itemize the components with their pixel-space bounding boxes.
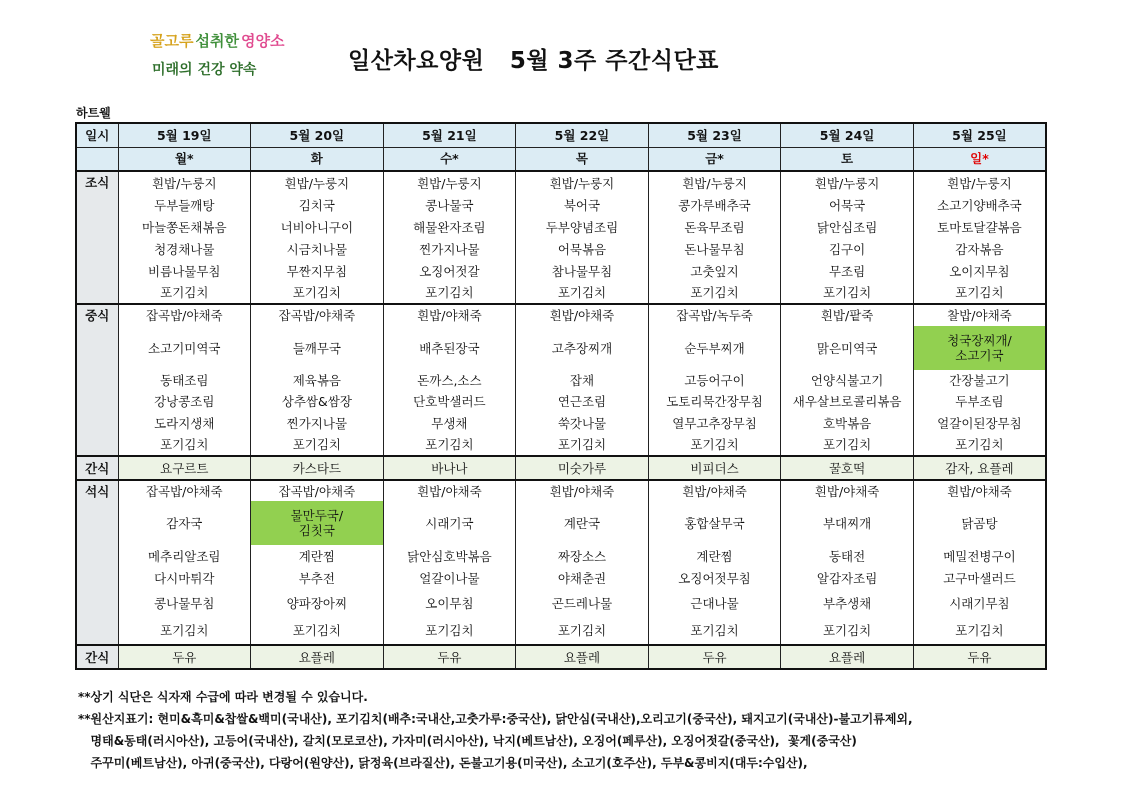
dinner-item: 홍합살무국 — [648, 501, 781, 545]
breakfast-item: 흰밥/누룽지 — [516, 171, 649, 194]
dinner-item: 포기김치 — [251, 617, 384, 645]
breakfast-item: 무조림 — [781, 260, 914, 282]
breakfast-item: 흰밥/누룽지 — [648, 171, 781, 194]
date-cell: 5월 21일 — [383, 123, 516, 147]
lunch-item: 잡채 — [516, 370, 649, 391]
breakfast-item: 포기김치 — [118, 282, 251, 304]
lunch-item: 포기김치 — [648, 434, 781, 456]
svg-text:미래의 건강 약속: 미래의 건강 약속 — [152, 62, 257, 78]
lunch-item: 포기김치 — [516, 434, 649, 456]
dinner-item: 부대찌개 — [781, 501, 914, 545]
snack-item: 두유 — [913, 645, 1046, 669]
snack-item: 바나나 — [383, 456, 516, 480]
lunch-item: 제육볶음 — [251, 370, 384, 391]
lunch-item: 잡곡밥/야채죽 — [251, 304, 384, 326]
lunch-item: 고추장찌개 — [516, 326, 649, 370]
weekday-cell: 토 — [781, 147, 914, 171]
dinner-item: 감자국 — [118, 501, 251, 545]
breakfast-item: 흰밥/누룽지 — [383, 171, 516, 194]
lunch-item: 흰밥/야채죽 — [516, 304, 649, 326]
lunch-label: 중식 — [76, 304, 118, 456]
lunch-item: 도토리묵간장무침 — [648, 391, 781, 412]
dinner-item: 포기김치 — [913, 617, 1046, 645]
breakfast-item: 흰밥/누룽지 — [118, 171, 251, 194]
breakfast-item: 두부양념조림 — [516, 216, 649, 238]
dinner-item: 야채춘권 — [516, 567, 649, 589]
breakfast-item: 북어국 — [516, 194, 649, 216]
lunch-item: 흰밥/팥죽 — [781, 304, 914, 326]
snack-label: 간식 — [76, 645, 118, 669]
lunch-item: 순두부찌개 — [648, 326, 781, 370]
breakfast-item: 시금치나물 — [251, 238, 384, 260]
breakfast-item: 흰밥/누룽지 — [781, 171, 914, 194]
breakfast-item: 어묵국 — [781, 194, 914, 216]
date-cell: 5월 23일 — [648, 123, 781, 147]
notes — [78, 686, 913, 774]
lunch-item: 호박볶음 — [781, 412, 914, 434]
breakfast-item: 해물완자조림 — [383, 216, 516, 238]
lunch-item: 맑은미역국 — [781, 326, 914, 370]
breakfast-item: 비름나물무침 — [118, 260, 251, 282]
date-cell: 5월 19일 — [118, 123, 251, 147]
date-label: 일시 — [76, 123, 118, 147]
date-cell: 5월 24일 — [781, 123, 914, 147]
breakfast-item: 오징어젓갈 — [383, 260, 516, 282]
weekly-menu-table — [75, 122, 1047, 670]
lunch-item: 동태조림 — [118, 370, 251, 391]
dinner-item: 포기김치 — [118, 617, 251, 645]
dinner-item: 잡곡밥/야채죽 — [118, 480, 251, 501]
breakfast-item: 소고기양배추국 — [913, 194, 1046, 216]
dinner-item: 알감자조림 — [781, 567, 914, 589]
snack-label: 간식 — [76, 456, 118, 480]
note-line: 주꾸미(베트남산), 아귀(중국산), 다랑어(원양산), 닭정육(브라질산), 돈불고기용(미국산), 소고기(호주산), 두부&콩비지(대두:수입산), — [78, 756, 808, 770]
weekday-cell: 월* — [118, 147, 251, 171]
lunch-item: 찰밥/야채죽 — [913, 304, 1046, 326]
breakfast-item: 너비아니구이 — [251, 216, 384, 238]
dinner-item: 흰밥/야채죽 — [516, 480, 649, 501]
snack-item: 요플레 — [516, 645, 649, 669]
svg-text:골고루섭취한영양소: 골고루 섭취한 영양소 — [150, 32, 285, 50]
dinner-item: 흰밥/야채죽 — [913, 480, 1046, 501]
breakfast-item: 토마토달걀볶음 — [913, 216, 1046, 238]
dinner-item: 흰밥/야채죽 — [648, 480, 781, 501]
dinner-item: 다시마튀각 — [118, 567, 251, 589]
breakfast-item: 콩나물국 — [383, 194, 516, 216]
snack-item: 미숫가루 — [516, 456, 649, 480]
dinner-item: 포기김치 — [383, 617, 516, 645]
lunch-item: 포기김치 — [383, 434, 516, 456]
lunch-item: 간장불고기 — [913, 370, 1046, 391]
breakfast-item: 참나물무침 — [516, 260, 649, 282]
snack-item: 감자, 요플레 — [913, 456, 1046, 480]
breakfast-item: 포기김치 — [516, 282, 649, 304]
snack-item: 요플레 — [251, 645, 384, 669]
lunch-item: 돈까스,소스 — [383, 370, 516, 391]
dinner-item: 물만두국/ 김칫국 — [251, 501, 384, 545]
snack-item: 카스타드 — [251, 456, 384, 480]
dinner-item: 시래기무침 — [913, 589, 1046, 617]
dinner-item: 흰밥/야채죽 — [383, 480, 516, 501]
dinner-item: 콩나물무침 — [118, 589, 251, 617]
dinner-item: 닭안심호박볶음 — [383, 545, 516, 567]
dinner-item: 시래기국 — [383, 501, 516, 545]
breakfast-item: 마늘쫑돈채볶음 — [118, 216, 251, 238]
dinner-item: 동태전 — [781, 545, 914, 567]
breakfast-item: 흰밥/누룽지 — [251, 171, 384, 194]
lunch-item: 찐가지나물 — [251, 412, 384, 434]
breakfast-item: 찐가지나물 — [383, 238, 516, 260]
logo — [140, 22, 285, 88]
lunch-item: 잡곡밥/야채죽 — [118, 304, 251, 326]
snack-item: 요구르트 — [118, 456, 251, 480]
snack-item: 두유 — [648, 645, 781, 669]
dinner-item: 오이무침 — [383, 589, 516, 617]
dinner-item: 근대나물 — [648, 589, 781, 617]
lunch-item: 포기김치 — [781, 434, 914, 456]
snack-item: 꿀호떡 — [781, 456, 914, 480]
dinner-item: 곤드레나물 — [516, 589, 649, 617]
dinner-item: 포기김치 — [648, 617, 781, 645]
dinner-item: 부추생채 — [781, 589, 914, 617]
lunch-item: 흰밥/야채죽 — [383, 304, 516, 326]
lunch-item: 단호박샐러드 — [383, 391, 516, 412]
breakfast-item: 포기김치 — [648, 282, 781, 304]
breakfast-item: 돈나물무침 — [648, 238, 781, 260]
lunch-item: 포기김치 — [913, 434, 1046, 456]
lunch-item: 청국장찌개/ 소고기국 — [913, 326, 1046, 370]
date-cell: 5월 25일 — [913, 123, 1046, 147]
dinner-item: 포기김치 — [781, 617, 914, 645]
breakfast-item: 흰밥/누룽지 — [913, 171, 1046, 194]
snack-item: 비피더스 — [648, 456, 781, 480]
dinner-item: 짜장소스 — [516, 545, 649, 567]
snack-item: 두유 — [118, 645, 251, 669]
dinner-item: 오징어젓무침 — [648, 567, 781, 589]
dinner-item: 양파장아찌 — [251, 589, 384, 617]
lunch-item: 연근조림 — [516, 391, 649, 412]
lunch-item: 포기김치 — [118, 434, 251, 456]
lunch-item: 얼갈이된장무침 — [913, 412, 1046, 434]
dinner-item: 부추전 — [251, 567, 384, 589]
lunch-item: 열무고추장무침 — [648, 412, 781, 434]
breakfast-item: 콩가루배추국 — [648, 194, 781, 216]
weekday-cell: 목 — [516, 147, 649, 171]
breakfast-item: 포기김치 — [913, 282, 1046, 304]
lunch-item: 언양식불고기 — [781, 370, 914, 391]
lunch-item: 상추쌈&쌈장 — [251, 391, 384, 412]
page-title: 일산차요양원 5월 3주 주간식단표 — [348, 48, 719, 74]
dinner-item: 메추리알조림 — [118, 545, 251, 567]
date-cell: 5월 22일 — [516, 123, 649, 147]
dinner-item: 메밀전병구이 — [913, 545, 1046, 567]
lunch-item: 잡곡밥/녹두죽 — [648, 304, 781, 326]
weekday-cell: 수* — [383, 147, 516, 171]
breakfast-item: 감자볶음 — [913, 238, 1046, 260]
dinner-item: 계란찜 — [648, 545, 781, 567]
breakfast-item: 포기김치 — [251, 282, 384, 304]
snack-item: 두유 — [383, 645, 516, 669]
weekday-cell: 화 — [251, 147, 384, 171]
dinner-item: 고구마샐러드 — [913, 567, 1046, 589]
breakfast-item: 돈육무조림 — [648, 216, 781, 238]
lunch-item: 새우살브로콜리볶음 — [781, 391, 914, 412]
breakfast-item: 오이지무침 — [913, 260, 1046, 282]
lunch-item: 소고기미역국 — [118, 326, 251, 370]
weekday-cell: 금* — [648, 147, 781, 171]
breakfast-item: 청경채나물 — [118, 238, 251, 260]
breakfast-item: 어묵볶음 — [516, 238, 649, 260]
facility-tag: 하트웰 — [76, 106, 111, 120]
dinner-item: 닭곰탕 — [913, 501, 1046, 545]
weekday-label — [76, 147, 118, 171]
dinner-item: 계란찜 — [251, 545, 384, 567]
dinner-item: 계란국 — [516, 501, 649, 545]
breakfast-item: 무짠지무침 — [251, 260, 384, 282]
lunch-item: 고등어구이 — [648, 370, 781, 391]
lunch-item: 배추된장국 — [383, 326, 516, 370]
note-line: **상기 식단은 식자재 수급에 따라 변경될 수 있습니다. — [78, 690, 368, 704]
lunch-item: 무생채 — [383, 412, 516, 434]
breakfast-item: 김치국 — [251, 194, 384, 216]
dinner-item: 얼갈이나물 — [383, 567, 516, 589]
note-line: 명태&동태(러시아산), 고등어(국내산), 갈치(모로코산), 가자미(러시아산), 낙지(베트남산), 오징어(페루산), 오징어젓갈(중국산), 꽃게(중국산) — [78, 734, 857, 748]
date-cell: 5월 20일 — [251, 123, 384, 147]
breakfast-item: 포기김치 — [383, 282, 516, 304]
breakfast-label: 조식 — [76, 171, 118, 304]
lunch-item: 쑥갓나물 — [516, 412, 649, 434]
dinner-label: 석식 — [76, 480, 118, 645]
dinner-item: 흰밥/야채죽 — [781, 480, 914, 501]
lunch-item: 두부조림 — [913, 391, 1046, 412]
weekday-cell: 일* — [913, 147, 1046, 171]
snack-item: 요플레 — [781, 645, 914, 669]
dinner-item: 포기김치 — [516, 617, 649, 645]
lunch-item: 강낭콩조림 — [118, 391, 251, 412]
breakfast-item: 두부들깨탕 — [118, 194, 251, 216]
breakfast-item: 고춧잎지 — [648, 260, 781, 282]
breakfast-item: 포기김치 — [781, 282, 914, 304]
note-line: **원산지표기: 현미&흑미&찹쌀&백미(국내산), 포기김치(배추:국내산,고춧가루:중국산), 닭안심(국내산),오리고기(중국산), 돼지고기(국내산)-불고기류제외, — [78, 712, 913, 726]
dinner-item: 잡곡밥/야채죽 — [251, 480, 384, 501]
lunch-item: 들깨무국 — [251, 326, 384, 370]
lunch-item: 도라지생채 — [118, 412, 251, 434]
breakfast-item: 김구이 — [781, 238, 914, 260]
lunch-item: 포기김치 — [251, 434, 384, 456]
breakfast-item: 닭안심조림 — [781, 216, 914, 238]
